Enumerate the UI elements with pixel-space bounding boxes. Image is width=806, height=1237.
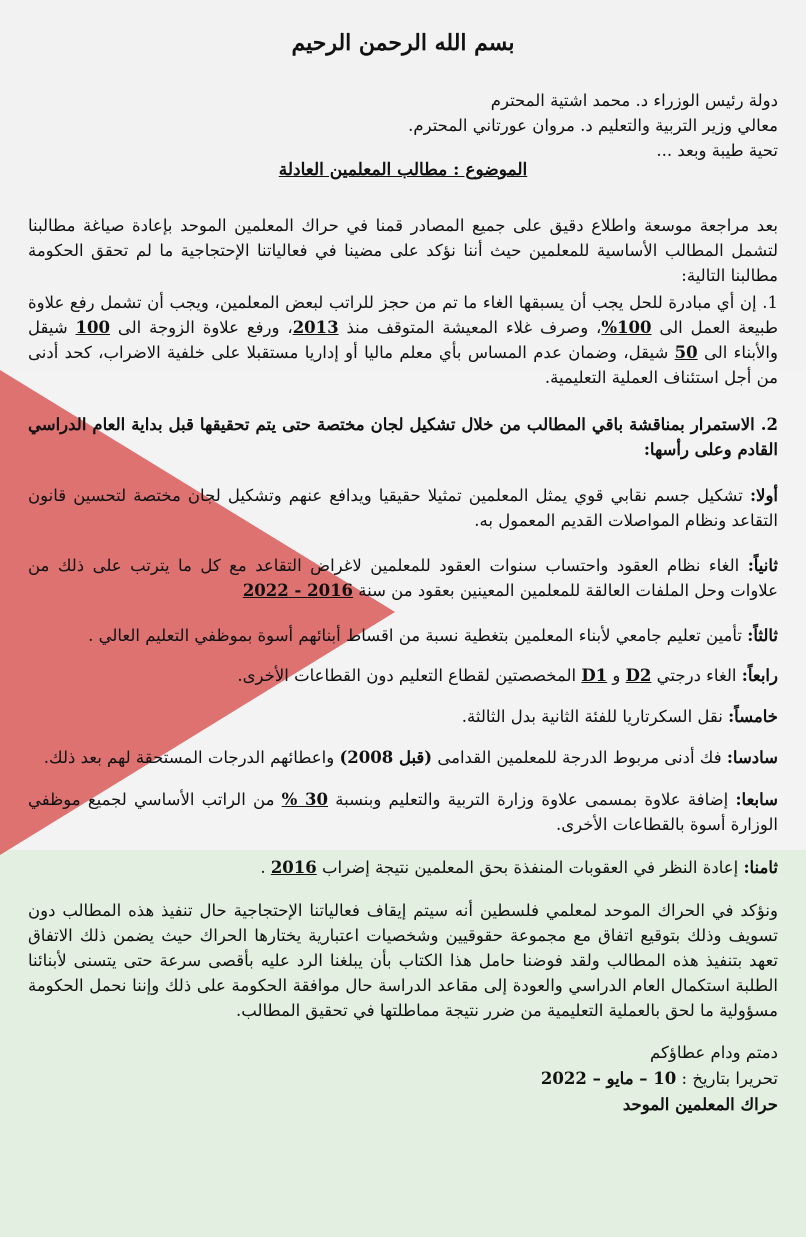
point-fourth-text-b: المخصصتين لقطاع التعليم دون القطاعات الأخرى. bbox=[237, 666, 582, 685]
point-second-text: الغاء نظام العقود واحتساب سنوات العقود للمعلمين لاغراض التقاعد مع كل ما يترتب على ذلك من علاوات وحل الملفات العالقة للمعلمين المعينين بعقود من سنة bbox=[28, 556, 778, 600]
point-first-text: تشكيل جسم نقابي قوي يمثل المعلمين تمثيلا حقيقيا ويدافع عنهم وتشكيل لجان مختصة لتحسين قانون التقاعد ونظام المواصلات القديم المعمول به. bbox=[28, 486, 778, 530]
point-sixth-label: سادسا: bbox=[726, 748, 778, 767]
point-seventh-text-b: من الراتب الأساسي لجميع موظفي الوزارة أسوة بالقطاعات الأخرى. bbox=[28, 790, 778, 834]
point-fourth-and: و bbox=[607, 666, 626, 685]
item1-text-e: شيقل، وضمان عدم المساس بأي معلم ماليا أو إداريا مستقبلا على خلفية الاضراب، كحد أدنى من أجل استئناف العملية التعليمية. bbox=[28, 343, 778, 387]
closing-paragraph: ونؤكد في الحراك الموحد لمعلمي فلسطين أنه سيتم إيقاف فعالياتنا الإحتجاجية حال تنفيذ هذه المطالب دون تسويف وذلك بتوقيع اتفاق مع مجموعة حقوقيين وشخصيات اعتبارية يختارها الحراك حيث يضمن ذلك الاتفاق تعهد بتنفيذ هذه المطالب ولقد فوضنا حامل هذا الكتاب بأن يبلغنا الرد عليه بأقصى سرعة حتى يتسنى لأبنائنا الطلبة استكمال العام الدراسي والعودة إلى مقاعد الدراسة حال موافقة الحكومة على ذلك وإننا نحمل الحكومة مسؤولية ما لحق بالعملية التعليمية من ضرر نتيجة مماطلتها في تحقيق المطالب. bbox=[28, 901, 778, 1020]
regards-line: دمتم ودام عطاؤكم bbox=[650, 1043, 778, 1062]
demand-item-1 bbox=[28, 290, 778, 390]
point-eighth-text: إعادة النظر في العقوبات المنفذة بحق المعلمين نتيجة إضراب bbox=[316, 858, 744, 877]
point-eighth-year: 2016 bbox=[270, 858, 317, 877]
intro-paragraph: بعد مراجعة موسعة واطلاع دقيق على جميع المصادر قمنا في حراك المعلمين الموحد بإعادة صياغة مطالبنا لتشمل المطالب الأساسية للمعلمين حيث أننا نؤكد على مضينا في فعالياتنا الإحتجاجية ما لم تحقق الحكومة مطالبنا التالية: bbox=[28, 216, 778, 285]
date-value: 10 – مايو – 2022 bbox=[540, 1069, 677, 1088]
point-second-years: 2016 - 2022 bbox=[242, 581, 354, 600]
point-first-label: أولا: bbox=[749, 486, 778, 505]
point-seventh-label: سابعا: bbox=[735, 790, 778, 809]
point-seventh-percent: 30 % bbox=[281, 790, 329, 809]
point-fourth-text-a: الغاء درجتي bbox=[651, 666, 742, 685]
point-seventh-text-a: إضافة علاوة بمسمى علاوة وزارة التربية والتعليم وبنسبة bbox=[328, 790, 736, 809]
date-line bbox=[28, 1066, 778, 1091]
point-eighth-label: ثامنا: bbox=[743, 858, 778, 877]
item1-year: 2013 bbox=[292, 318, 339, 337]
point-fourth bbox=[28, 663, 778, 688]
item1-text-b: ، وصرف غلاء المعيشة المتوقف منذ bbox=[338, 318, 602, 337]
point-sixth-text-b: واعطائهم الدرجات المستحقة لهم بعد ذلك. bbox=[43, 748, 340, 767]
point-seventh bbox=[28, 787, 778, 837]
point-fourth-d1: D1 bbox=[581, 666, 608, 685]
point-first bbox=[28, 483, 778, 533]
item1-text-a: 1. إن أي مبادرة للحل يجب أن يسبقها الغاء ما تم من حجز للراتب لبعض المعلمين، ويجب أن تشمل رفع علاوة طبيعة العمل الى bbox=[28, 293, 779, 337]
point-fourth-d2: D2 bbox=[625, 666, 652, 685]
subject-line bbox=[0, 160, 806, 180]
point-fifth-label: خامساً: bbox=[728, 707, 778, 726]
greeting-line: تحية طيبة وبعد ... bbox=[656, 141, 778, 160]
point-eighth-end: . bbox=[260, 858, 271, 877]
point-fourth-label: رابعاً: bbox=[741, 666, 778, 685]
demand-item-2: 2. الاستمرار بمناقشة باقي المطالب من خلال تشكيل لجان مختصة حتى يتم تحقيقها قبل بداية العام الدراسي القادم وعلى رأسها: bbox=[28, 415, 778, 459]
point-third-label: ثالثاً: bbox=[747, 626, 778, 645]
point-third-text: تأمين تعليم جامعي لأبناء المعلمين بتغطية نسبة من اقساط أبنائهم أسوة بموظفي التعليم العالي . bbox=[88, 626, 748, 645]
item1-text-c: ، ورفع علاوة الزوجة الى bbox=[109, 318, 293, 337]
date-prefix: تحريرا بتاريخ : bbox=[676, 1069, 778, 1088]
point-fifth-text: نقل السكرتاريا للفئة الثانية بدل الثالثة. bbox=[461, 707, 729, 726]
address-line-2: معالي وزير التربية والتعليم د. مروان عورتاني المحترم. bbox=[408, 116, 778, 135]
point-third bbox=[28, 623, 778, 648]
point-sixth bbox=[28, 745, 778, 770]
point-eighth bbox=[28, 855, 778, 880]
item1-wife-allowance: 100 bbox=[75, 318, 110, 337]
basmala-heading: بسم الله الرحمن الرحيم bbox=[291, 30, 515, 56]
point-sixth-before-2008: (قبل 2008) bbox=[339, 748, 433, 767]
point-second bbox=[28, 553, 778, 603]
item1-percent: 100% bbox=[601, 318, 652, 337]
item1-children-allowance: 50 bbox=[674, 343, 698, 362]
point-second-label: ثانياً: bbox=[747, 556, 778, 575]
point-sixth-text-a: فك أدنى مربوط الدرجة للمعلمين القدامى bbox=[432, 748, 727, 767]
point-fifth bbox=[28, 704, 778, 729]
address-line-1: دولة رئيس الوزراء د. محمد اشتية المحترم bbox=[490, 91, 778, 110]
item1-text-d: شيقل والأبناء الى bbox=[28, 318, 778, 362]
organization-signature: حراك المعلمين الموحد bbox=[622, 1095, 778, 1114]
subject-text: الموضوع : مطالب المعلمين العادلة bbox=[278, 160, 528, 180]
